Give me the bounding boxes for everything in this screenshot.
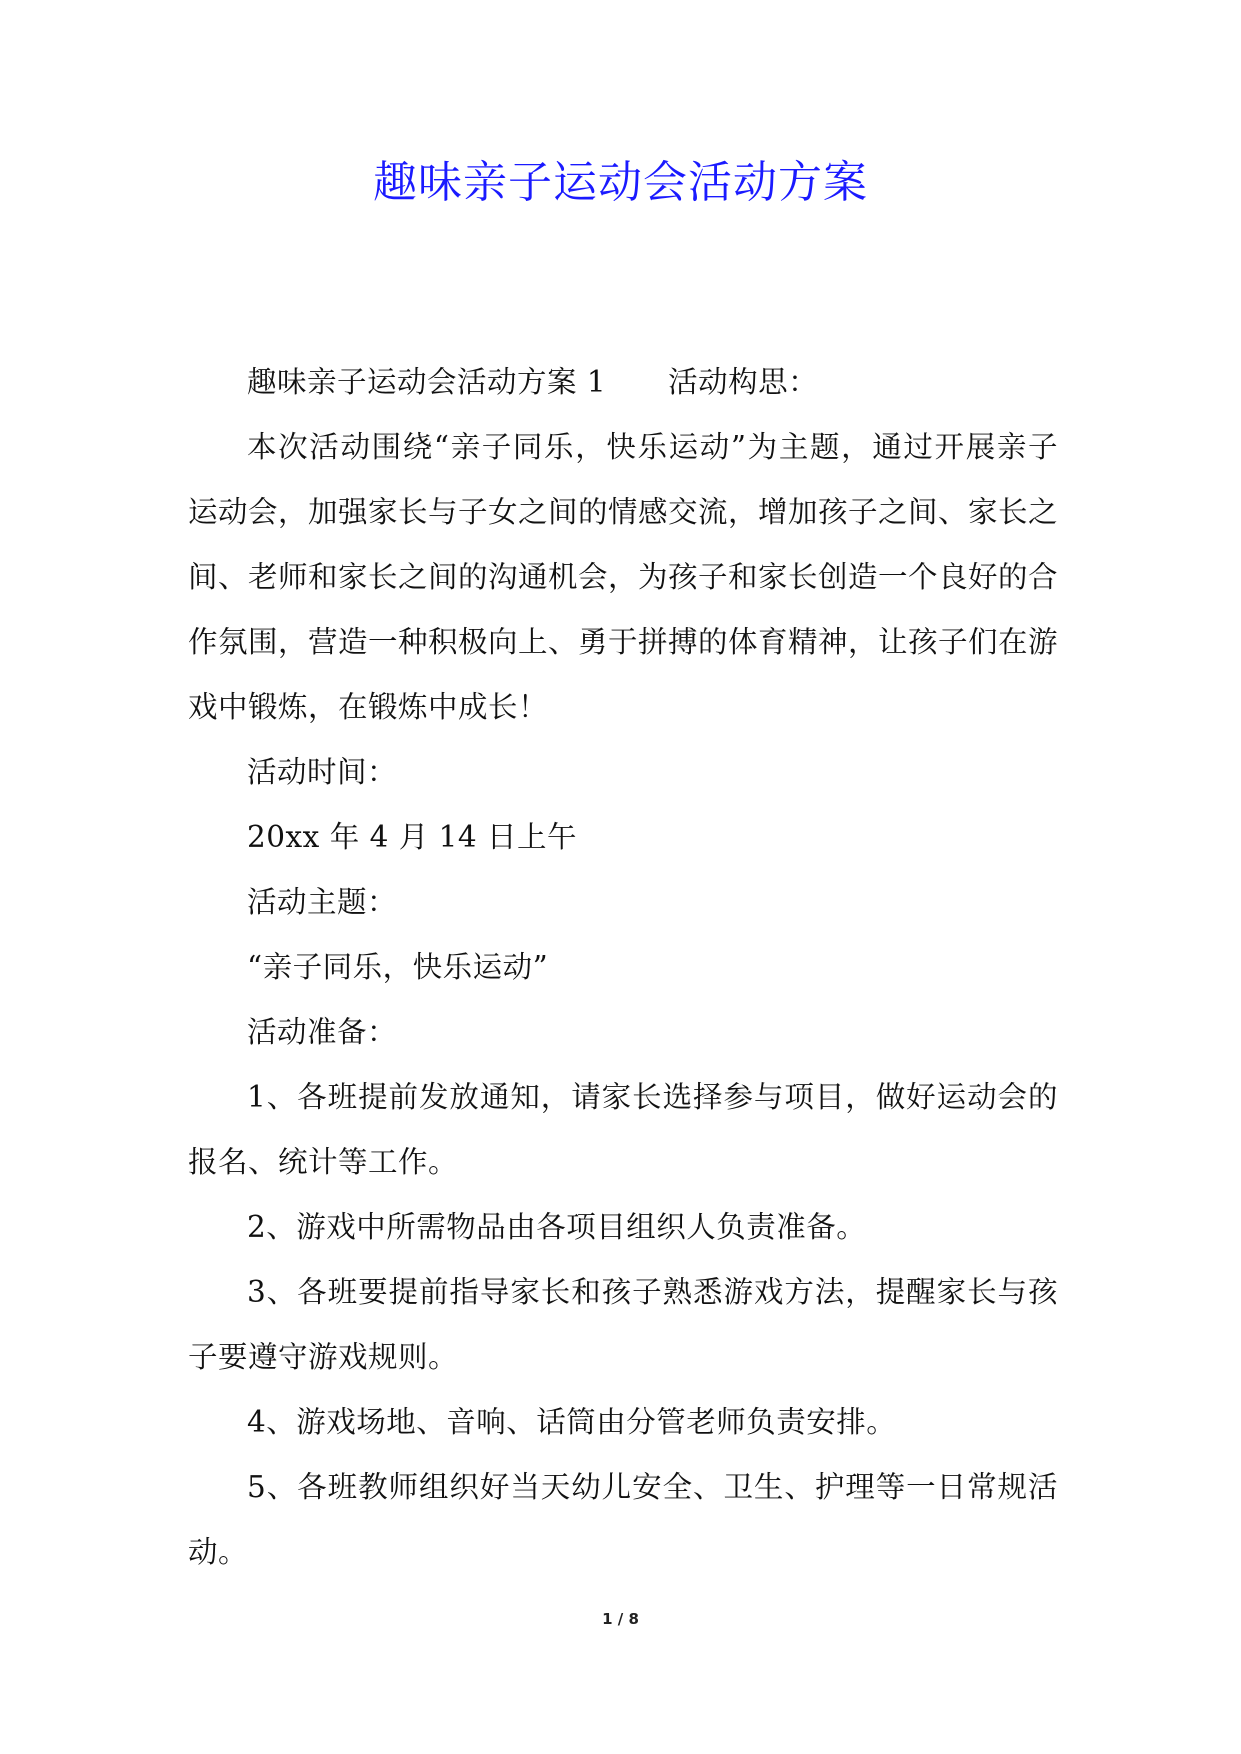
paragraph-intro: 本次活动围绕“亲子同乐，快乐运动”为主题，通过开展亲子运动会，加强家长与子女之间的情感交流，增加孩子之间、家长之间、老师和家长之间的沟通机会，为孩子和家长创造一个良好的合作氛围，营造一种积极向上、勇于拼搏的体育精神，让孩子们在游戏中锻炼，在锻炼中成长！ (188, 430, 1059, 724)
paragraph-prep-item-2: 2、游戏中所需物品由各项目组织人负责准备。 (247, 1210, 867, 1244)
paragraph-theme-value: “亲子同乐，快乐运动” (247, 950, 549, 984)
paragraph-time-value: 20xx 年 4 月 14 日上午 (247, 820, 578, 854)
section-heading (188, 350, 1058, 415)
paragraph-prep-item-5: 5、各班教师组织好当天幼儿安全、卫生、护理等一日常规活动。 (188, 1470, 1058, 1569)
paragraph-prep-item-1: 1、各班提前发放通知，请家长选择参与项目，做好运动会的报名、统计等工作。 (188, 1080, 1058, 1179)
document-body (188, 350, 1058, 1585)
paragraph-prep-label: 活动准备： (247, 1015, 398, 1049)
page-number: 1 / 8 (602, 1610, 639, 1628)
paragraph-prep-item-3: 3、各班要提前指导家长和孩子熟悉游戏方法，提醒家长与孩子要遵守游戏规则。 (188, 1275, 1058, 1374)
document-title: 趣味亲子运动会活动方案 (373, 157, 868, 208)
concept-label: 活动构思： (668, 365, 819, 399)
paragraph-time-label: 活动时间： (247, 755, 398, 789)
paragraph-prep-item-4: 4、游戏场地、音响、话筒由分管老师负责安排。 (247, 1405, 897, 1439)
plan-heading: 趣味亲子运动会活动方案 1 (247, 365, 607, 399)
paragraph-theme-label: 活动主题： (247, 885, 398, 919)
